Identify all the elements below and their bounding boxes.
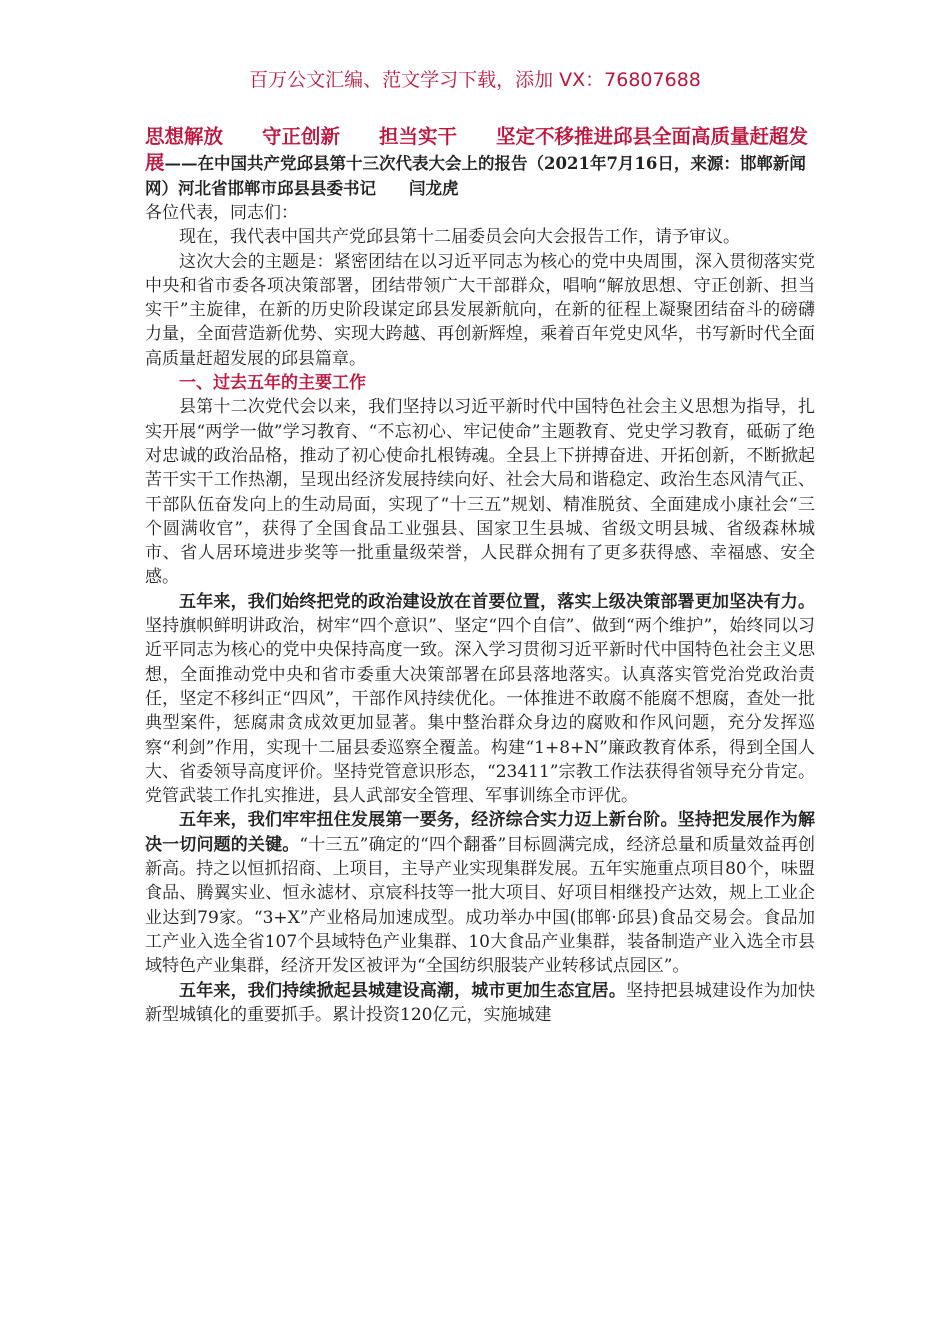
intro-paragraph-2: 这次大会的主题是：紧密团结在以习近平同志为核心的党中央周围，深入贯彻落实党中央和省市委各项决策部署，团结带领广大干部群众，唱响“解放思想、守正创新、担当实干”主旋律，在新的历史阶段谋定邱县发展新航向，在新的征程上凝聚团结奋斗的磅礴力量，全面营造新优势、实现大跨越、再创新辉煌，乘着百年党史风华，书写新时代全面高质量赶超发展的邱县篇章。 <box>145 251 815 369</box>
document-body <box>145 122 815 1027</box>
title-subtitle: ——在中国共产党邱县第十三次代表大会上的报告（2021年7月16日，来源：邯郸新闻网）河北省邯郸市邱县县委书记 闫龙虎 <box>145 154 806 198</box>
point-lead: 五年来，我们牢牢扭住发展第一要务，经济综合实力迈上新台阶。坚持把发展作为解决一切问题的关键。 <box>145 810 815 855</box>
point-paragraph-2 <box>145 808 815 978</box>
point-lead: 五年来，我们始终把党的政治建设放在首要位置，落实上级决策部署更加坚决有力。 <box>179 591 815 612</box>
intro-paragraph-1: 现在，我代表中国共产党邱县第十二届委员会向大会报告工作，请予审议。 <box>179 227 740 248</box>
salutation: 各位代表，同志们： <box>145 203 298 223</box>
point-paragraph-1 <box>145 590 815 809</box>
ad-banner <box>0 66 950 94</box>
point-body: “十三五”确定的“四个翻番”目标圆满完成，经济总量和质量效益再创新高。持之以恒抓招商、上项目，主导产业实现集群发展。五年实施重点项目80个，味盟食品、腾翼实业、恒永滤材、京宸科技等一批大项目、好项目相继投产达效，规上工业企业达到79家。“3+X”产业格局加速成型。成功举办中国(邯郸·邱县)食品交易会。食品加工产业入选全省107个县域特色产业集群、10大食品产业集群，装备制造产业入选全市县域特色产业集群，经济开发区被评为“全国纺织服装产业转移试点园区”。 <box>145 834 816 977</box>
point-paragraph-3 <box>145 979 815 1028</box>
point-body: 坚持旗帜鲜明讲政治，树牢“四个意识”、坚定“四个自信”、做到“两个维护”，始终同以习近平同志为核心的党中央保持高度一致。深入学习贯彻习近平新时代中国特色社会主义思想，全面推动党中央和省市委重大决策部署在邱县落地落实。认真落实管党治党政治责任，坚定不移纠正“四风”，干部作风持续优化。一体推进不敢腐不能腐不想腐，查处一批典型案件，惩腐肃贪成效更加显著。集中整治群众身边的腐败和作风问题，充分发挥巡察“利剑”作用，实现十二届县委巡察全覆盖。构建“1+8+N”廉政教育体系，得到全国人大、省委领导高度评价。坚持党管意识形态，“23411”宗教工作法获得省领导充分肯定。党管武装工作扎实推进，县人武部安全管理、军事训练全市评优。 <box>145 616 815 807</box>
title-main: 思想解放 守正创新 担当实干 坚定不移推进邱县全面高质量赶超发展 <box>145 125 809 174</box>
document-title <box>145 122 815 201</box>
point-lead: 五年来，我们持续掀起县城建设高潮，城市更加生态宜居。 <box>179 980 627 1001</box>
section-intro-paragraph: 县第十二次党代会以来，我们坚持以习近平新时代中国特色社会主义思想为指导，扎实开展“两学一做”学习教育、“不忘初心、牢记使命”主题教育、党史学习教育，砥砺了绝对忠诚的政治品格，推动了初心使命扎根铸魂。全县上下拼搏奋进、开拓创新，不断掀起苦干实干工作热潮，呈现出经济发展持续向好、社会大局和谐稳定、政治生态风清气正、干部队伍奋发向上的生动局面，实现了“十三五”规划、精准脱贫、全面建成小康社会“三个圆满收官”，获得了全国食品工业强县、国家卫生县城、省级文明县城、省级森林城市、省人居环境进步奖等一批重量级荣誉，人民群众拥有了更多获得感、幸福感、安全感。 <box>145 397 815 588</box>
section-heading: 一、过去五年的主要工作 <box>179 373 366 394</box>
ad-banner-text: 百万公文汇编、范文学习下载，添加 VX：76807688 <box>249 69 701 91</box>
point-body: 坚持把县城建设作为加快新型城镇化的重要抓手。累计投资120亿元，实施城建 <box>145 980 816 1025</box>
